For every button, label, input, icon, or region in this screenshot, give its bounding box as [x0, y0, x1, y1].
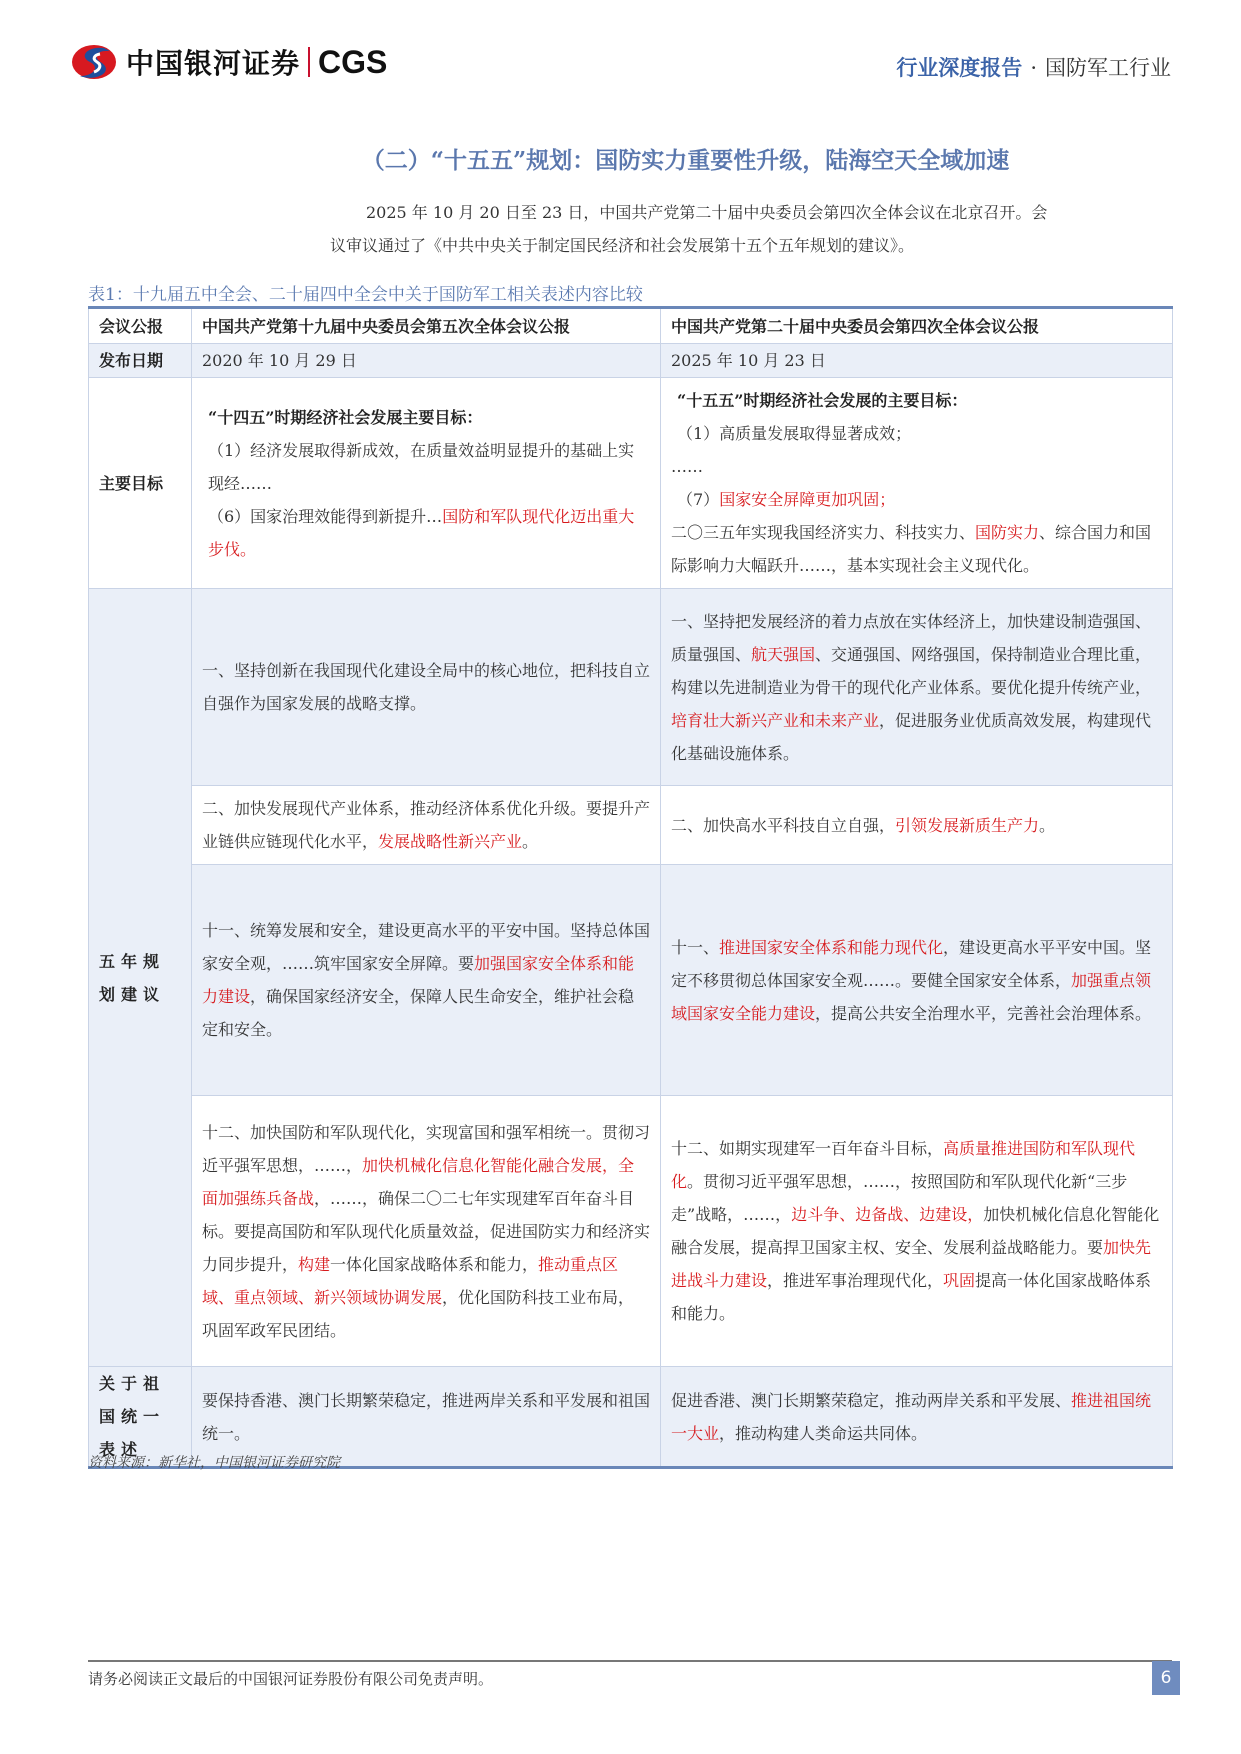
goals-right-p3-highlight: 国防实力 [975, 523, 1040, 542]
highlight-text: 航天强国 [751, 644, 816, 664]
unification-right-a: 促进香港、澳门长期繁荣稳定，推动两岸关系和平发展、 [671, 1390, 1072, 1410]
plan-text: ，提高公共安全治理水平，完善社会治理体系。 [815, 1003, 1152, 1023]
goals-right-ellipsis: …… [671, 457, 703, 476]
section-title: （二）“十五五”规划：国防实力重要性升级，陆海空天全域加速 [361, 147, 1010, 174]
highlight-text: 加强重点领域国家安全能力建设 [671, 970, 1152, 1023]
goals-left-heading: “十四五”时期经济社会发展主要目标： [208, 407, 483, 427]
company-logo [70, 42, 387, 82]
plan-3-left [192, 865, 661, 1096]
highlight-text: 发展战略性新兴产业 [378, 832, 523, 851]
row-label-goals: 主要目标 [89, 378, 192, 589]
plan-text: ，确保国家经济安全，保障人民生命安全，维护社会稳定和安全。 [202, 987, 635, 1039]
plan-text: 一、坚持创新在我国现代化建设全局中的核心地位，把科技自立自强作为国家发展的战略支撑。 [202, 661, 651, 713]
header-20th-plenum: 中国共产党第二十届中央委员会第四次全体会议公报 [661, 308, 1173, 344]
logo-chinese-name: 中国银河证券 [126, 47, 301, 80]
goals-right-heading: “十五五”时期经济社会发展的主要目标： [677, 391, 968, 410]
plan-text: ，促进服务业优质高效发展，构建现代化基础设施体系。 [671, 710, 1152, 763]
highlight-text: 加强国家安全体系和能力建设 [202, 954, 635, 1006]
table-row-plan-4 [89, 1096, 1173, 1367]
plan-2-left [192, 786, 661, 865]
plan-label-text: 五年规划建议 [99, 951, 166, 1004]
highlight-text: 推动重点区域、重点领域、新兴领域协调发展 [202, 1254, 619, 1307]
plan-text: 。贯彻习近平强军思想，……，按照国防和军队现代化新“三步走”战略，……， [671, 1172, 1128, 1224]
report-industry: 国防军工行业 [1045, 56, 1171, 80]
goals-left-p2 [208, 500, 650, 566]
intro-line-1: 2025 年 10 月 20 日至 23 日，中国共产党第二十届中央委员会第四次全体会议在北京召开。会 [366, 203, 1048, 222]
intro-paragraph [330, 196, 1175, 262]
page-header [0, 0, 1241, 110]
highlight-text: 引领发展新质生产力 [895, 815, 1040, 835]
header-19th-plenum: 中国共产党第十九届中央委员会第五次全体会议公报 [192, 308, 661, 344]
goals-right-p3-a: 二〇三五年实现我国经济实力、科技实力、 [671, 523, 976, 542]
unification-label-text: 关于祖国统一表述 [99, 1374, 166, 1459]
unification-right [661, 1367, 1173, 1468]
plan-text: 。 [522, 832, 539, 851]
logo-divider [308, 47, 310, 77]
page-number-badge: 6 [1152, 1661, 1180, 1695]
intro-line-2: 议审议通过了《中共中央关于制定国民经济和社会发展第十五个五年规划的建议》。 [330, 236, 915, 255]
plan-3-right [661, 865, 1173, 1096]
separator-dot: · [1030, 56, 1037, 80]
plan-text: ，建设更高水平平安中国。坚定不移贯彻总体国家安全观……。要健全国家安全体系， [671, 937, 1152, 990]
table-row-plan-1 [89, 589, 1173, 786]
goals-right-p2-text: （7） [677, 490, 720, 509]
report-kind: 行业深度报告 [896, 55, 1023, 80]
plan-text: 提高一体化国家战略体系和能力。 [671, 1271, 1152, 1323]
plan-text: 十二、加快国防和军队现代化，实现富国和强军相统一。贯彻习近平强军思想，……， [202, 1122, 651, 1175]
row-label-plan [89, 589, 192, 1367]
table-source-note: 资料来源：新华社，中国银河证券研究院 [88, 1455, 340, 1471]
goals-left [192, 378, 661, 589]
date-left: 2020 年 10 月 29 日 [192, 344, 661, 378]
goals-right-p3-b: 、综合国力和国际影响力大幅跃升……，基本实现社会主义现代化。 [671, 523, 1152, 575]
table-header-row [89, 308, 1173, 344]
comparison-table [88, 306, 1173, 1469]
highlight-text: 推进国家安全体系和能力现代化 [719, 937, 944, 957]
goals-right-p2-highlight: 国家安全屏障更加巩固； [719, 490, 896, 509]
highlight-text: 培育壮大新兴产业和未来产业 [671, 710, 880, 730]
plan-text: 二、加快高水平科技自立自强， [671, 815, 896, 835]
plan-text: 一、坚持把发展经济的着力点放在实体经济上，加快建设制造强国、质量强国、 [671, 611, 1152, 664]
table-caption: 表1：十九届五中全会、二十届四中全会中关于国防军工相关表述内容比较 [88, 285, 643, 305]
plan-text: 、交通强国、网络强国，保持制造业合理比重，构建以先进制造业为骨干的现代化产业体系。要优化提升传统产业， [671, 644, 1152, 697]
plan-text: 十一、统筹发展和安全，建设更高水平的平安中国。坚持总体国家安全观，……筑牢国家安全屏障。要 [202, 921, 651, 973]
plan-text: 十一、 [671, 937, 720, 957]
plan-4-left [192, 1096, 661, 1367]
table-row-goals [89, 378, 1173, 589]
goals-left-p2-text: （6）国家治理效能得到新提升… [208, 506, 443, 526]
plan-text: 二、加快发展现代产业体系，推动经济体系优化升级。要提升产业链供应链现代化水平， [202, 799, 651, 851]
plan-text: 一体化国家战略体系和能力， [330, 1254, 539, 1274]
plan-1-right [661, 589, 1173, 786]
table-row-plan-3 [89, 865, 1173, 1096]
plan-text: 加快机械化信息化智能化融合发展，提高捍卫国家主权、安全、发展利益战略能力。要 [671, 1205, 1160, 1257]
highlight-text: 边斗争、边备战、边建设， [791, 1205, 984, 1224]
table-row-plan-2 [89, 786, 1173, 865]
goals-right [661, 378, 1173, 589]
highlight-text: 巩固 [943, 1271, 976, 1290]
unification-right-highlight: 推进祖国统一大业 [671, 1390, 1152, 1443]
table-row-date [89, 344, 1173, 378]
header-label: 会议公报 [89, 308, 192, 344]
goals-right-p2 [671, 483, 1162, 516]
plan-text: ，推进军事治理现代化， [767, 1271, 944, 1290]
highlight-text: 加快机械化信息化智能化融合发展，全面加强练兵备战 [202, 1155, 635, 1208]
footer-divider [88, 1660, 1172, 1662]
report-type-label [896, 52, 1171, 82]
footer-disclaimer: 请务必阅读正文最后的中国银河证券股份有限公司免责声明。 [88, 1670, 494, 1688]
plan-4-right [661, 1096, 1173, 1367]
plan-text: 。 [1039, 815, 1056, 835]
goals-left-p1: （1）经济发展取得新成效，在质量效益明显提升的基础上实现经…… [208, 440, 635, 493]
highlight-text: 构建 [298, 1254, 331, 1274]
logo-english-name: CGS [318, 43, 388, 80]
plan-2-right [661, 786, 1173, 865]
plan-text: ，优化国防科技工业布局，巩固军政军民团结。 [202, 1287, 635, 1340]
goals-right-p3 [671, 516, 1162, 582]
unification-right-b: ，推动构建人类命运共同体。 [719, 1423, 928, 1443]
plan-text: ，……，确保二〇二七年实现建军百年奋斗目标。要提高国防和军队现代化质量效益，促进国防实力和经济实力同步提升， [202, 1188, 651, 1274]
unification-left: 要保持香港、澳门长期繁荣稳定，推进两岸关系和平发展和祖国统一。 [192, 1367, 661, 1468]
galaxy-logo-icon [70, 42, 120, 82]
plan-text: 十二、如期实现建军一百年奋斗目标， [671, 1139, 944, 1158]
plan-1-left [192, 589, 661, 786]
goals-right-p1: （1）高质量发展取得显著成效； [677, 424, 912, 443]
goals-left-p2-highlight: 国防和军队现代化迈出重大步伐。 [208, 506, 635, 559]
highlight-text: 高质量推进国防和军队现代化 [671, 1139, 1136, 1191]
highlight-text: 加快先进战斗力建设 [671, 1238, 1152, 1290]
date-right: 2025 年 10 月 23 日 [661, 344, 1173, 378]
row-label-date: 发布日期 [89, 344, 192, 378]
